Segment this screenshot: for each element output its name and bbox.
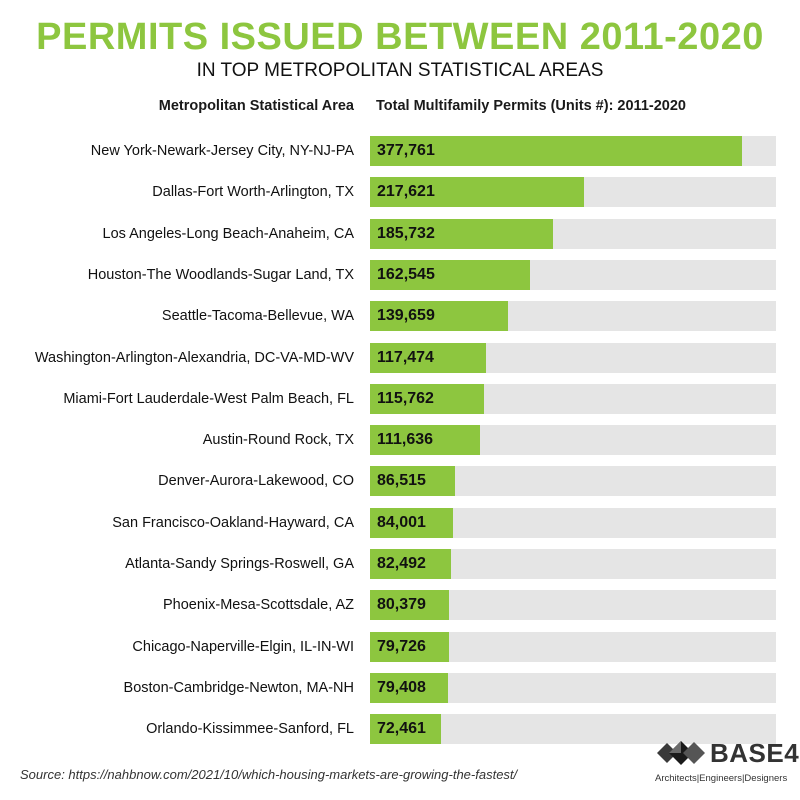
bar-track [370, 384, 776, 414]
bar-track [370, 301, 776, 331]
bar-value-label: 162,545 [377, 266, 435, 283]
bar-label: Houston-The Woodlands-Sugar Land, TX [87, 267, 354, 283]
bar-track [370, 508, 776, 538]
base4-logo [655, 737, 800, 787]
bar-track [370, 136, 776, 166]
bar-value-label: 80,379 [377, 596, 426, 613]
chart-title: PERMITS ISSUED BETWEEN 2011-2020 [36, 16, 764, 58]
bar-track [370, 466, 776, 496]
logo-tagline: Architects|Engineers|Designers [655, 773, 788, 784]
column-header-permits: Total Multifamily Permits (Units #): 2011-2020 [376, 98, 686, 114]
bar-track [370, 590, 776, 620]
bar-label: San Francisco-Oakland-Hayward, CA [112, 515, 354, 531]
bar-label: Denver-Aurora-Lakewood, CO [158, 473, 354, 489]
bar-track [370, 260, 776, 290]
bar-label: Orlando-Kissimmee-Sanford, FL [146, 721, 354, 737]
bar-label: Miami-Fort Lauderdale-West Palm Beach, FL [63, 391, 354, 407]
base4-diamond-logo-icon [655, 737, 707, 769]
bar-track [370, 632, 776, 662]
bar-value-label: 117,474 [377, 349, 434, 366]
bar-value-label: 377,761 [377, 142, 435, 159]
bar-label: Washington-Arlington-Alexandria, DC-VA-MD-WV [34, 350, 354, 366]
bar-label: Dallas-Fort Worth-Arlington, TX [152, 184, 354, 200]
chart-subtitle: IN TOP METROPOLITAN STATISTICAL AREAS [196, 60, 604, 81]
bar-track [370, 425, 776, 455]
column-header-area: Metropolitan Statistical Area [158, 98, 354, 114]
bar-label: Atlanta-Sandy Springs-Roswell, GA [125, 556, 354, 572]
bar-value-label: 86,515 [377, 472, 426, 489]
source-citation: Source: https://nahbnow.com/2021/10/which-housing-markets-are-growing-the-fastest/ [20, 767, 518, 782]
bar-track [370, 343, 776, 373]
bar-value-label: 115,762 [377, 390, 434, 407]
bar-track [370, 177, 776, 207]
bar-label: Austin-Round Rock, TX [202, 432, 354, 448]
bar-value-label: 185,732 [377, 225, 435, 242]
bar-value-label: 84,001 [377, 514, 426, 531]
bar-track [370, 673, 776, 703]
bar-label: New York-Newark-Jersey City, NY-NJ-PA [90, 143, 354, 159]
bar-track [370, 219, 776, 249]
bar-value-label: 217,621 [377, 183, 435, 200]
bar-label: Los Angeles-Long Beach-Anaheim, CA [102, 226, 354, 242]
bar-label: Seattle-Tacoma-Bellevue, WA [161, 308, 354, 324]
bar-label: Phoenix-Mesa-Scottsdale, AZ [162, 597, 354, 613]
bar-track [370, 549, 776, 579]
bar-value-label: 79,726 [377, 638, 426, 655]
bar-value-label: 111,636 [377, 431, 434, 448]
bar-value-label: 79,408 [377, 679, 426, 696]
bar-label: Boston-Cambridge-Newton, MA-NH [123, 680, 354, 696]
logo-wordmark: BASE4 [710, 738, 800, 768]
bar-value-label: 72,461 [377, 720, 426, 737]
bar-value-label: 139,659 [377, 307, 435, 324]
bar-value-label: 82,492 [377, 555, 426, 572]
bar-label: Chicago-Naperville-Elgin, IL-IN-WI [132, 639, 354, 655]
